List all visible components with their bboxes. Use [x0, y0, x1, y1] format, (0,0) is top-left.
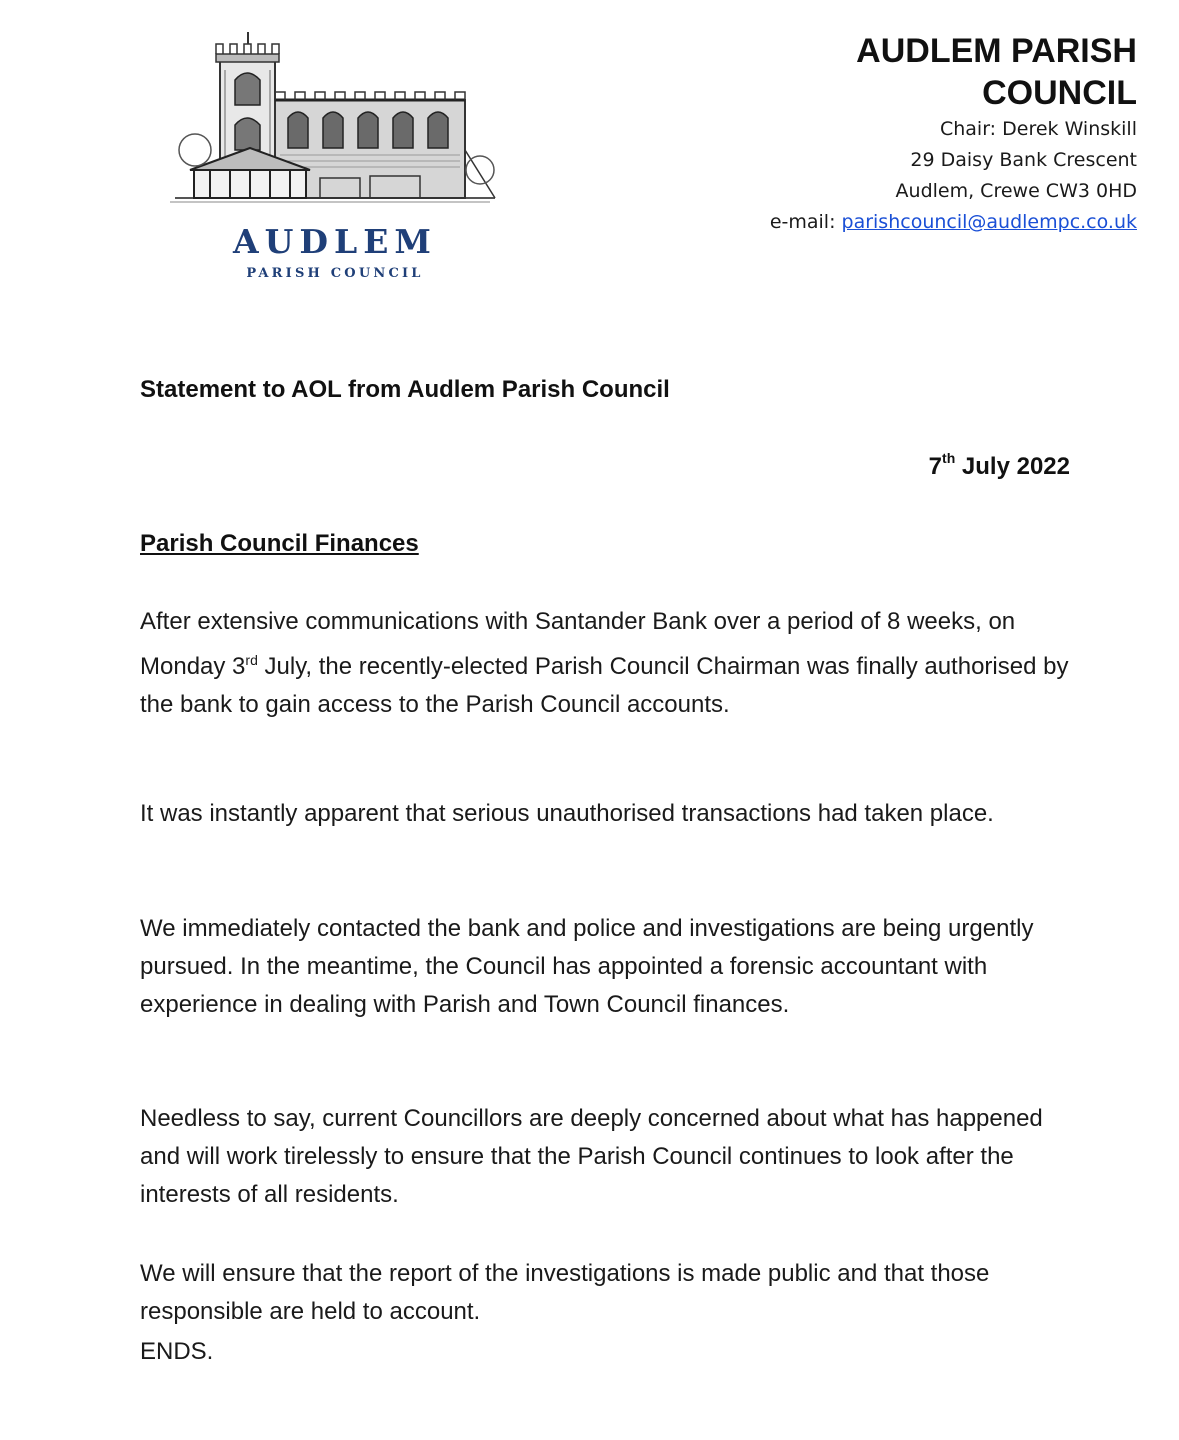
logo-wordmark: AUDLEM: [233, 222, 437, 261]
statement-date: [929, 452, 1070, 481]
council-logo: [170, 30, 500, 290]
section-heading: Parish Council Finances: [140, 530, 419, 557]
date-day: 7: [928, 453, 943, 480]
letterhead: [617, 30, 1137, 238]
email-link[interactable]: parishcouncil@audlempc.co.uk: [841, 211, 1137, 233]
paragraph-3: We immediately contacted the bank and police and investigations are being urgently pursued. In the meantime, the Council has appointed a forensic accountant with experience in dealing with Parish and Town Council finances.: [140, 915, 1034, 1018]
date-suffix: th: [942, 450, 956, 466]
chair-line: Chair: Derek Winskill: [939, 118, 1137, 140]
paragraph-ends: ENDS.: [140, 1338, 214, 1365]
paragraph-1: [140, 603, 1080, 724]
address-line-2: Audlem, Crewe CW3 0HD: [895, 180, 1137, 202]
church-illustration: [170, 30, 500, 210]
date-rest: July 2022: [955, 453, 1070, 480]
logo-subtitle: PARISH COUNCIL: [246, 266, 424, 281]
paragraph-1-a: After extensive communications with Santander Bank over a period of 8 weeks, on Monday 3: [140, 608, 1016, 680]
council-name-line1: AUDLEM PARISH: [856, 32, 1137, 70]
address-line-1: 29 Daisy Bank Crescent: [910, 149, 1137, 171]
paragraph-1-sup: rd: [245, 652, 258, 668]
statement-title: Statement to AOL from Audlem Parish Council: [140, 376, 670, 403]
council-name-line2: COUNCIL: [982, 74, 1137, 112]
paragraph-4: Needless to say, current Councillors are deeply concerned about what has happened and will work tirelessly to ensure that the Parish Council continues to look after the interests of all residents.: [140, 1105, 1043, 1208]
paragraph-1-b: July, the recently-elected Parish Council Chairman was finally authorised by the bank to gain access to the Parish Council accounts.: [140, 653, 1069, 718]
email-line: [617, 207, 1137, 238]
paragraph-5: We will ensure that the report of the investigations is made public and that those responsible are held to account.: [140, 1260, 990, 1325]
paragraph-2: It was instantly apparent that serious unauthorised transactions had taken place.: [140, 800, 994, 827]
email-label: e-mail:: [769, 211, 842, 233]
